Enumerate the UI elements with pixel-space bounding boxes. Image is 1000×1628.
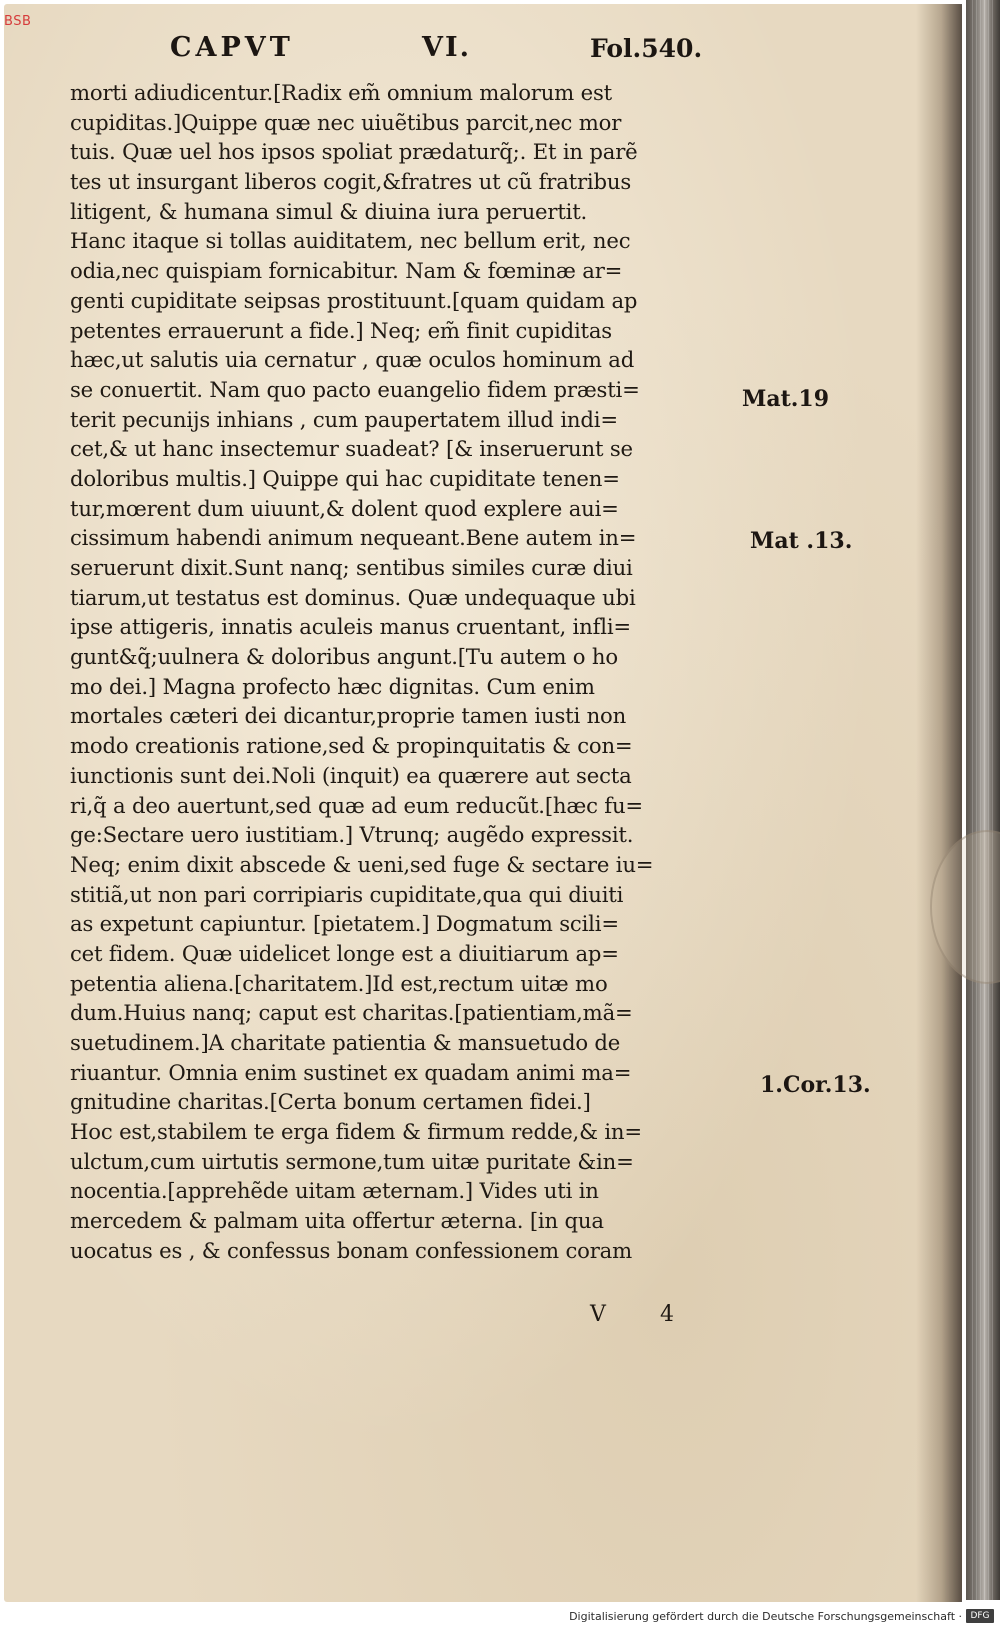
running-head-caput: CAPVT: [170, 32, 294, 63]
text-line: tes ut insurgant liberos cogit,&fratres ut cũ fratribus: [70, 170, 632, 196]
text-line: ge:Sectare uero iustitiam.] Vtrunq; augẽdo expressit.: [70, 823, 634, 849]
text-line: morti adiudicentur.[Radix em̃ omnium malorum est: [70, 81, 612, 106]
page-gutter-shadow: [916, 4, 962, 1602]
text-line: uocatus es , & confessus bonam confessionem coram: [70, 1238, 633, 1264]
margin-note-1-cor-13: 1.Cor.13.: [760, 1072, 871, 1098]
text-line: cupiditas.]Quippe quæ nec uiuẽtibus parcit,nec mor: [70, 110, 622, 136]
text-line: dum.Huius nanq; caput est charitas.[patientiam,mã=: [70, 1001, 633, 1027]
text-line: seruerunt dixit.Sunt nanq; sentibus similes curæ diui: [70, 556, 633, 581]
text-line: terit pecunijs inhians , cum paupertatem illud indi=: [70, 407, 618, 433]
text-line: mercedem & palmam uita offertur æterna. [in qua: [70, 1209, 604, 1235]
text-line: riuantur. Omnia enim sustinet ex quadam animi ma=: [70, 1060, 632, 1086]
dfg-logo: DFG: [966, 1609, 994, 1623]
text-line: nocentia.[apprehẽde uitam æternam.] Vides uti in: [70, 1179, 599, 1205]
text-line: iunctionis sunt dei.Noli (inquit) ea quærere aut secta: [70, 763, 632, 789]
running-head-chapter: VI.: [422, 32, 471, 63]
running-head: [170, 32, 730, 72]
folio-number: Fol.540.: [590, 34, 703, 63]
text-line: hæc,ut salutis uia cernatur , quæ oculos hominum ad: [70, 348, 635, 374]
text-line: cet,& ut hanc insectemur suadeat? [& inseruerunt se: [70, 437, 633, 463]
footer-credit: Digitalisierung gefördert durch die Deutsche Forschungsgemeinschaft ·: [569, 1610, 962, 1623]
text-line: odia,nec quispiam fornicabitur. Nam & fœminæ ar=: [70, 259, 623, 285]
book-edge-pages: [972, 0, 994, 1600]
text-line: as expetunt capiuntur. [pietatem.] Dogmatum scili=: [70, 912, 619, 938]
library-mark: BSB: [4, 14, 32, 29]
text-line: mo dei.] Magna profecto hæc dignitas. Cum enim: [70, 674, 595, 700]
text-line: tuis. Quæ uel hos ipsos spoliat prædaturq̃;. Et in parẽ: [70, 140, 638, 166]
text-line: petentia aliena.[charitatem.]Id est,rectum uitæ mo: [70, 971, 608, 997]
text-line: gunt&q̃;uulnera & doloribus angunt.[Tu autem o ho: [70, 645, 618, 671]
text-line: gnitudine charitas.[Certa bonum certamen fidei.]: [70, 1090, 591, 1116]
body-text: [70, 79, 770, 1267]
text-line: suetudinem.]A charitate patientia & mansuetudo de: [70, 1031, 621, 1056]
text-line: ri,q̃ a deo auertunt,sed quæ ad eum reducũt.[hæc fu=: [70, 793, 643, 819]
signature-letter: V: [590, 1302, 606, 1327]
text-line: mortales cæteri dei dicantur,proprie tamen iusti non: [70, 704, 627, 730]
text-line: ipse attigeris, innatis aculeis manus cruentant, infli=: [70, 615, 631, 641]
text-line: ulctum,cum uirtutis sermone,tum uitæ puritate &in=: [70, 1149, 634, 1175]
signature-number: 4: [660, 1302, 674, 1327]
text-line: cissimum habendi animum nequeant.Bene autem in=: [70, 526, 637, 552]
text-line: tiarum,ut testatus est dominus. Quæ undequaque ubi: [70, 585, 636, 611]
text-line: petentes errauerunt a fide.] Neq; em̃ finit cupiditas: [70, 318, 612, 344]
text-line: cet fidem. Quæ uidelicet longe est a diuitiarum ap=: [70, 941, 619, 967]
margin-note-mat-19: Mat.19: [742, 386, 830, 412]
text-line: Hoc est,stabilem te erga fidem & firmum redde,& in=: [70, 1120, 642, 1146]
footer-bar: [0, 1606, 1000, 1628]
text-line: litigent, & humana simul & diuina iura peruertit.: [70, 199, 588, 225]
margin-note-mat-13: Mat .13.: [750, 528, 853, 554]
text-line: doloribus multis.] Quippe qui hac cupiditate tenen=: [70, 466, 620, 492]
text-line: tur,mœrent dum uiuunt,& dolent quod explere aui=: [70, 496, 619, 522]
text-line: genti cupiditate seipsas prostituunt.[quam quidam ap: [70, 288, 638, 314]
text-line: se conuertit. Nam quo pacto euangelio fidem præsti=: [70, 377, 640, 403]
text-line: modo creationis ratione,sed & propinquitatis & con=: [70, 734, 633, 760]
text-line: Hanc itaque si tollas auiditatem, nec bellum erit, nec: [70, 229, 631, 255]
text-line: stitiã,ut non pari corripiaris cupiditate,qua qui diuiti: [70, 882, 624, 908]
text-line: Neq; enim dixit abscede & ueni,sed fuge & sectare iu=: [70, 852, 654, 878]
